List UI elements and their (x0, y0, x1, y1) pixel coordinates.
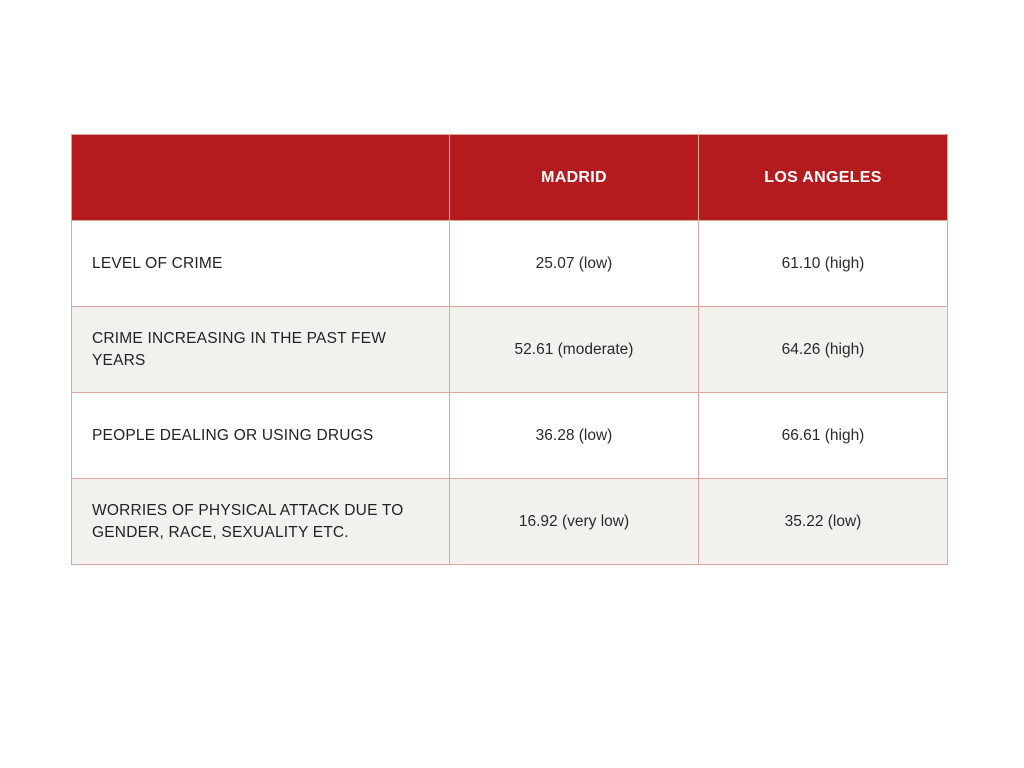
row-label: PEOPLE DEALING OR USING DRUGS (72, 393, 450, 479)
header-los-angeles: LOS ANGELES (699, 135, 948, 221)
los-angeles-value: 66.61 (high) (699, 393, 948, 479)
table-row (72, 307, 948, 393)
los-angeles-value: 64.26 (high) (699, 307, 948, 393)
los-angeles-value: 35.22 (low) (699, 479, 948, 565)
header-madrid: MADRID (450, 135, 699, 221)
row-label: LEVEL OF CRIME (72, 221, 450, 307)
table-row (72, 479, 948, 565)
header-corner-cell (72, 135, 450, 221)
row-label: CRIME INCREASING IN THE PAST FEW YEARS (72, 307, 450, 393)
madrid-value: 52.61 (moderate) (450, 307, 699, 393)
table-row (72, 393, 948, 479)
madrid-value: 25.07 (low) (450, 221, 699, 307)
los-angeles-value: 61.10 (high) (699, 221, 948, 307)
crime-comparison-table (71, 134, 948, 565)
madrid-value: 36.28 (low) (450, 393, 699, 479)
madrid-value: 16.92 (very low) (450, 479, 699, 565)
row-label: WORRIES OF PHYSICAL ATTACK DUE TO GENDER, RACE, SEXUALITY ETC. (72, 479, 450, 565)
table-row (72, 221, 948, 307)
table-header-row (72, 135, 948, 221)
